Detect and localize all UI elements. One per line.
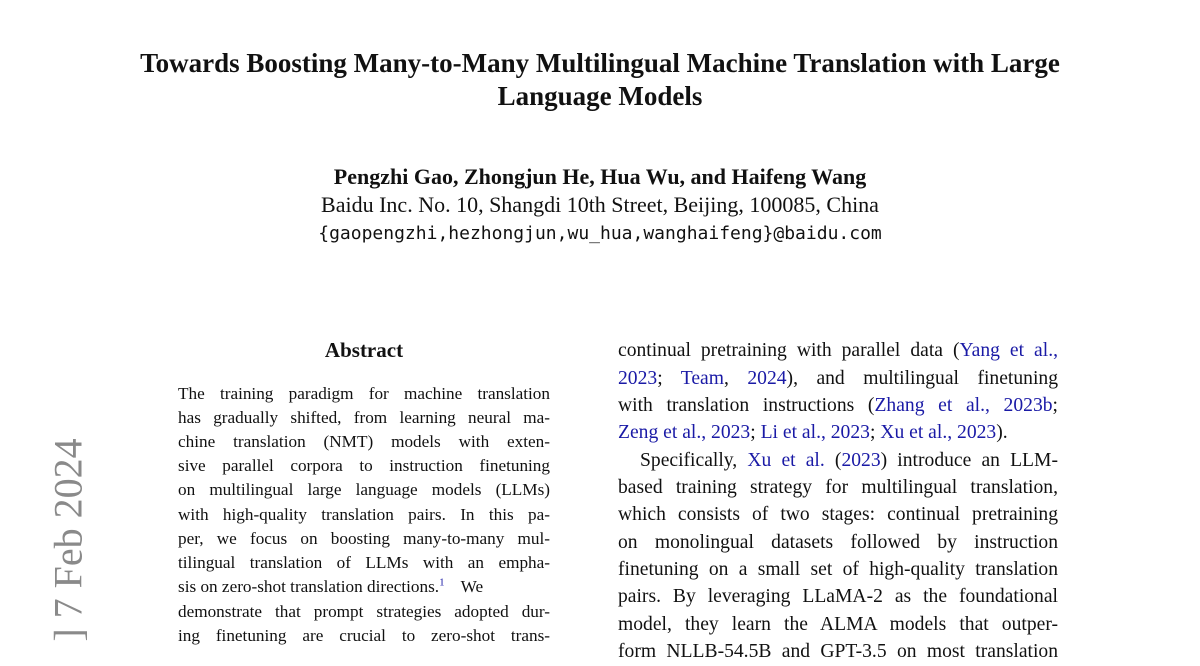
abstract-line: tilingual translation of LLMs with an empha- xyxy=(178,553,550,572)
paper-title: Towards Boosting Many-to-Many Multilingual Machine Translation with Large Language Models xyxy=(140,48,1060,111)
body-text: continual pretraining with parallel data ( xyxy=(618,340,960,361)
footnote-link[interactable]: 1 xyxy=(439,576,445,589)
abstract-line: with high-quality translation pairs. In this pa- xyxy=(178,505,550,524)
citation-link[interactable]: Xu et al. xyxy=(747,450,825,471)
citation-link[interactable]: Zeng et al., 2023 xyxy=(618,422,751,443)
body-text: ), and multilingual finetuning xyxy=(786,368,1058,389)
citation-link[interactable]: 2023 xyxy=(618,368,658,389)
arxiv-side-stamp: ] 7 Feb 2024 xyxy=(45,438,91,642)
body-text: ) introduce an LLM- xyxy=(880,450,1058,471)
body-line xyxy=(618,419,1058,447)
body-line: form NLLB-54.5B and GPT-3.5 on most translation xyxy=(618,641,1058,662)
body-line: model, they learn the ALMA models that outper- xyxy=(618,614,1058,635)
abstract-line: chine translation (NMT) models with exten- xyxy=(178,432,550,451)
abstract-line xyxy=(178,575,550,599)
body-line: which consists of two stages: continual pretraining xyxy=(618,504,1058,525)
abstract-heading: Abstract xyxy=(324,338,404,362)
citation-link[interactable]: Zhang et al., 2023b xyxy=(874,395,1053,416)
body-text: ; xyxy=(657,368,681,389)
body-text: Specifically, xyxy=(640,450,748,471)
abstract-line: on multilingual large language models (LLMs) xyxy=(178,480,550,499)
body-text: ; xyxy=(750,422,761,443)
body-line xyxy=(618,447,1058,475)
body-line: pairs. By leveraging LLaMA-2 as the foundational xyxy=(618,586,1058,607)
body-text: ; xyxy=(869,422,881,443)
body-text: ). xyxy=(996,422,1008,443)
body-text: , xyxy=(723,368,748,389)
body-text: ( xyxy=(824,450,842,471)
abstract-line-tail: We xyxy=(460,577,484,596)
body-text: with translation instructions ( xyxy=(618,395,875,416)
citation-link[interactable]: 2023 xyxy=(841,450,881,471)
affiliation: Baidu Inc. No. 10, Shangdi 10th Street, Beijing, 100085, China xyxy=(321,192,879,217)
abstract-line: sive parallel corpora to instruction finetuning xyxy=(178,456,550,475)
author-emails: {gaopengzhi,hezhongjun,wu_hua,wanghaifeng}@baidu.com xyxy=(318,223,882,244)
citation-link[interactable]: Team xyxy=(680,368,724,389)
body-line: on monolingual datasets followed by instruction xyxy=(618,532,1058,553)
body-line: based training strategy for multilingual translation, xyxy=(618,477,1058,498)
citation-link[interactable]: Li et al., 2023 xyxy=(760,422,870,443)
body-line xyxy=(618,337,1058,365)
citation-link[interactable]: 2024 xyxy=(747,368,787,389)
abstract-line: demonstrate that prompt strategies adopted dur- xyxy=(178,602,550,621)
body-line xyxy=(618,365,1058,393)
abstract-line: has gradually shifted, from learning neural ma- xyxy=(178,408,550,427)
author-list: Pengzhi Gao, Zhongjun He, Hua Wu, and Haifeng Wang xyxy=(333,164,867,189)
body-text: ; xyxy=(1052,395,1058,416)
abstract-line: The training paradigm for machine translation xyxy=(178,384,550,403)
body-line xyxy=(618,392,1058,420)
citation-link[interactable]: Yang et al., xyxy=(959,340,1058,361)
body-line: finetuning on a small set of high-quality translation xyxy=(618,559,1058,580)
abstract-line-text: sis on zero-shot translation directions. xyxy=(178,577,440,596)
citation-link[interactable]: Xu et al., 2023 xyxy=(880,422,997,443)
abstract-line: per, we focus on boosting many-to-many mul- xyxy=(178,529,550,548)
abstract-line: ing finetuning are crucial to zero-shot trans- xyxy=(178,626,550,645)
